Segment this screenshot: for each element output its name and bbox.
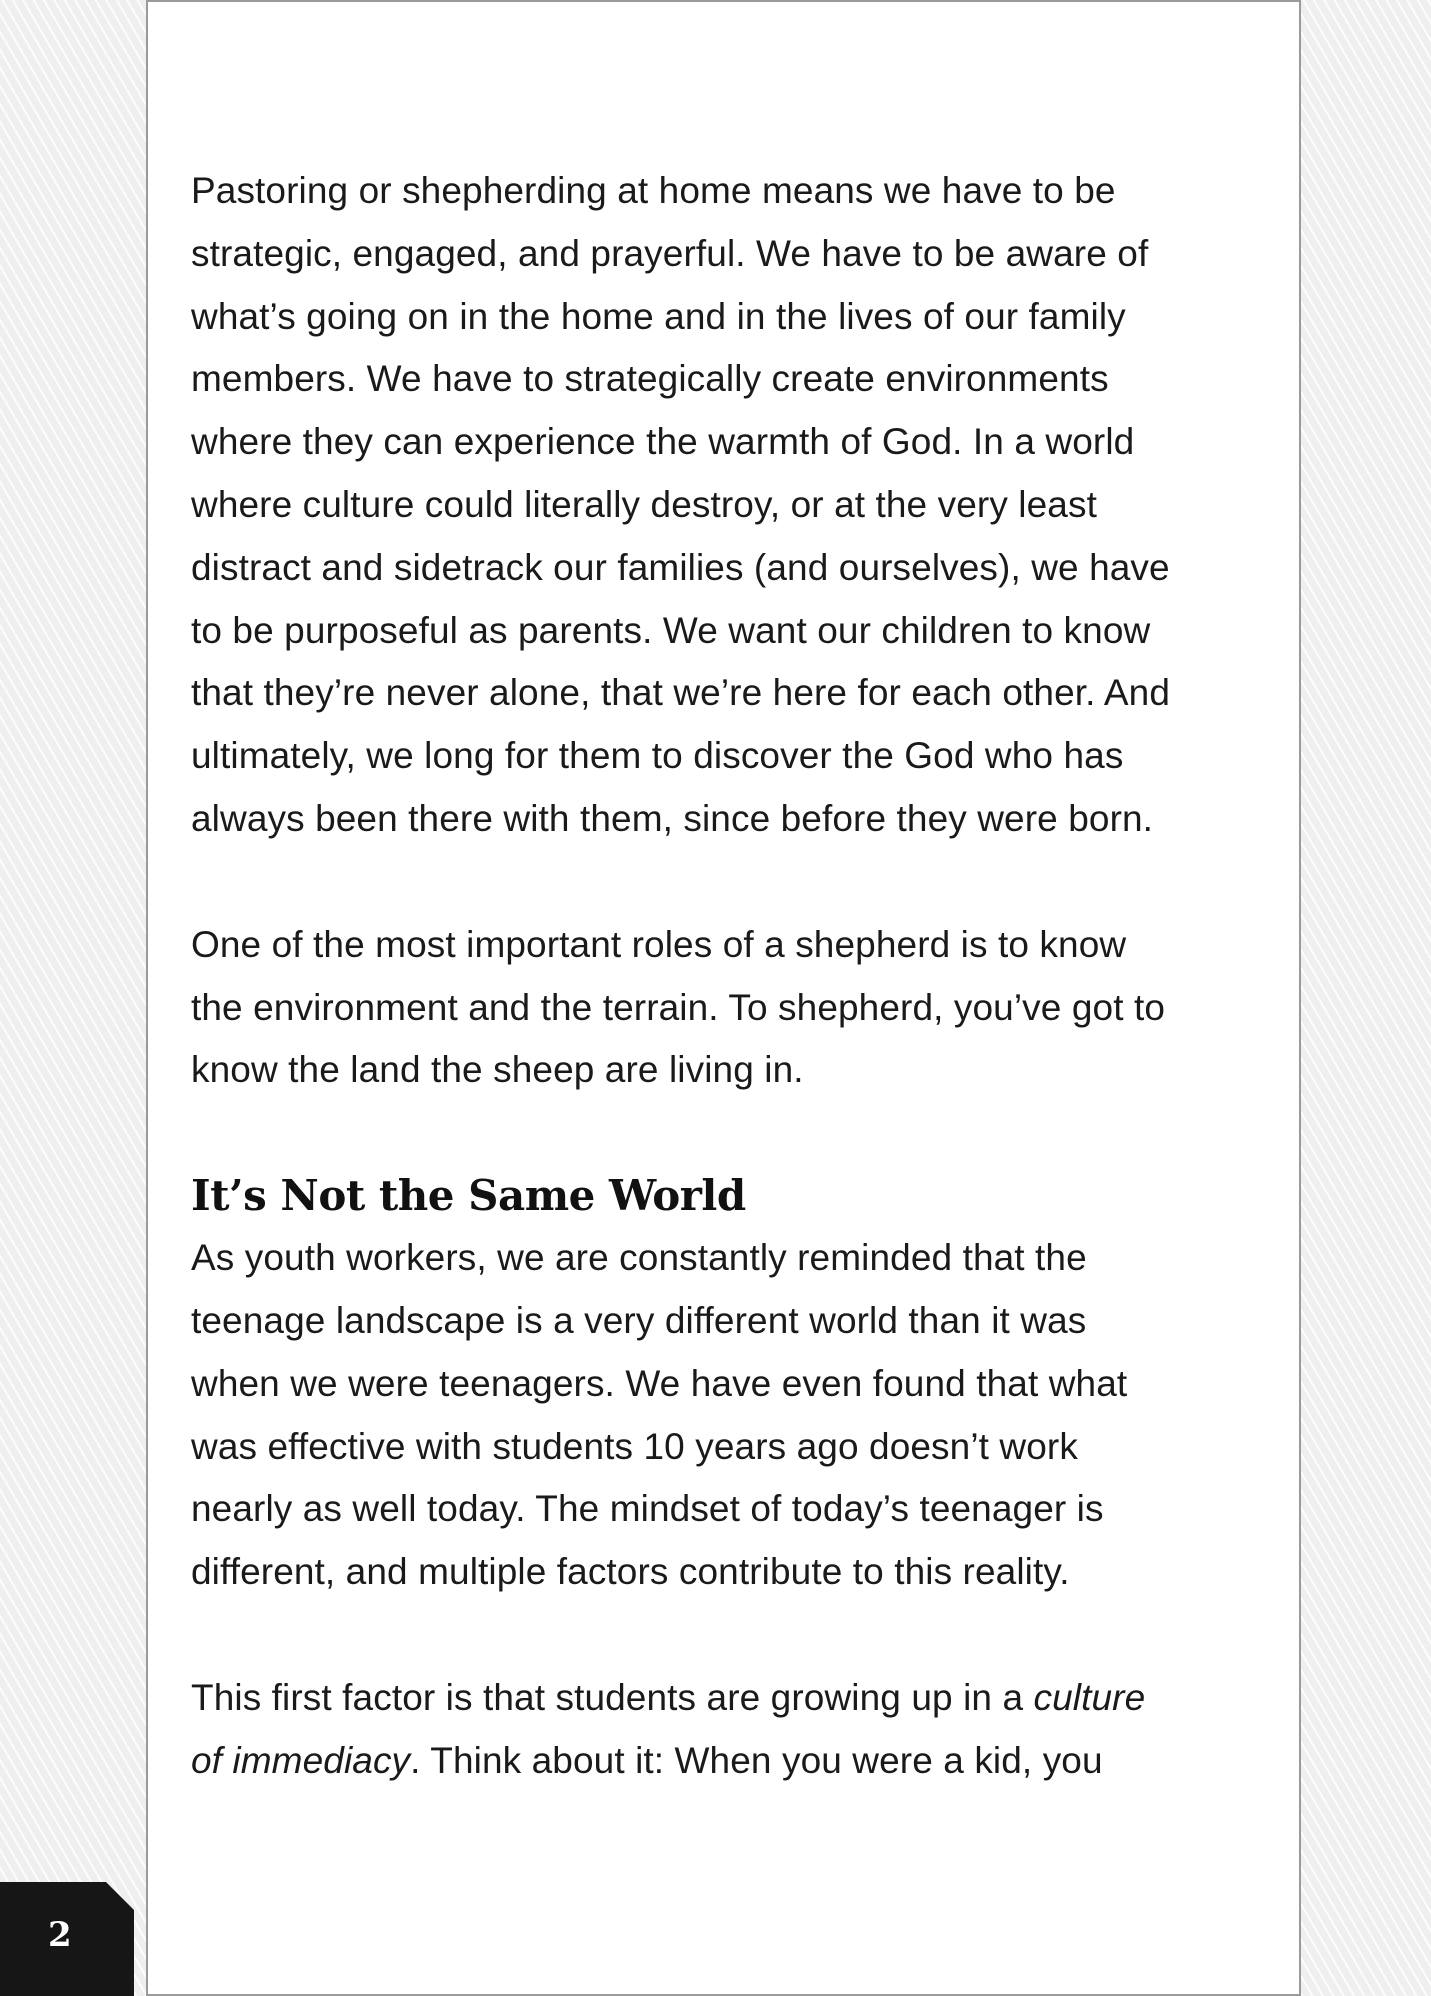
page-number: 2 <box>48 1915 72 1955</box>
paragraph-youth-workers <box>191 1227 1281 1604</box>
text-line: As youth workers, we are constantly reminded that the <box>191 1237 1087 1279</box>
text-line: to be purposeful as parents. We want our children to know <box>191 609 1151 651</box>
text-line: Pastoring or shepherding at home means we have to be <box>191 170 1116 211</box>
text-line: the environment and the terrain. To shepherd, you’ve got to <box>191 986 1166 1028</box>
section-heading: It’s Not the Same World <box>191 1171 746 1221</box>
page-body <box>191 160 1281 1793</box>
text-line: always been there with them, since before they were born. <box>191 797 1154 839</box>
text-line: ultimately, we long for them to discover the God who has <box>191 735 1124 777</box>
text-run: . Think about it: When you were a kid, you <box>410 1739 1103 1781</box>
right-margin-texture <box>1301 0 1431 1996</box>
text-line: different, and multiple factors contribute to this reality. <box>191 1551 1070 1593</box>
text-line: know the land the sheep are living in. <box>191 1049 804 1091</box>
text-line: was effective with students 10 years ago doesn’t work <box>191 1425 1078 1467</box>
text-line: One of the most important roles of a shepherd is to know <box>191 923 1127 965</box>
text-line: where culture could literally destroy, or at the very least <box>191 483 1097 525</box>
italic-text-run: of immediacy <box>191 1739 411 1781</box>
book-page <box>146 0 1301 1996</box>
text-line: members. We have to strategically create environments <box>191 358 1109 400</box>
text-line: teenage landscape is a very different world than it was <box>191 1299 1087 1341</box>
paragraph-first-factor <box>191 1667 1281 1793</box>
paragraph-pastoring <box>191 160 1281 851</box>
text-line: nearly as well today. The mindset of today’s teenager is <box>191 1488 1104 1530</box>
text-line: distract and sidetrack our families (and ourselves), we have <box>191 546 1170 588</box>
text-line: strategic, engaged, and prayerful. We have to be aware of <box>191 232 1149 274</box>
text-line: where they can experience the warmth of God. In a world <box>191 421 1135 463</box>
text-line: when we were teenagers. We have even found that what <box>191 1362 1128 1404</box>
left-margin-texture <box>0 0 146 1996</box>
text-line: what’s going on in the home and in the lives of our family <box>191 295 1126 337</box>
text-line: that they’re never alone, that we’re here for each other. And <box>191 672 1170 714</box>
text-line <box>191 1730 1281 1793</box>
paragraph-shepherd-role <box>191 914 1281 1102</box>
text-run: This first factor is that students are growing up in a <box>191 1676 1034 1718</box>
italic-text-run: culture <box>1033 1676 1146 1718</box>
text-line <box>191 1667 1281 1730</box>
